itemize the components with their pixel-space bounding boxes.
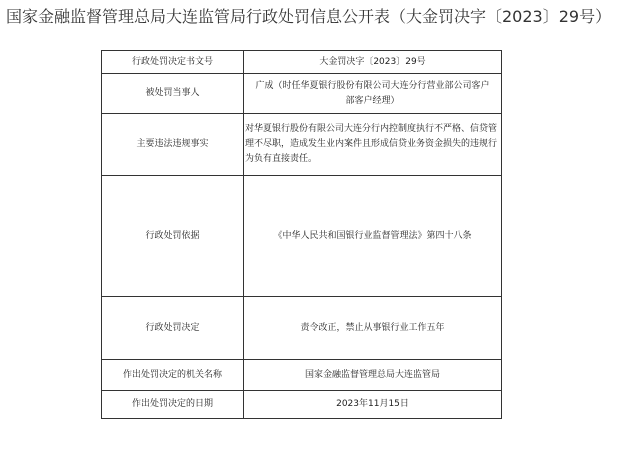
table-row [102,114,502,176]
row-value-legal-basis: 《中华人民共和国银行业监督管理法》第四十八条 [244,176,502,297]
row-label-decision: 行政处罚决定 [102,297,244,360]
penalty-info-table [101,50,502,419]
row-label-party: 被处罚当事人 [102,74,244,114]
table-row [102,391,502,419]
row-value-violation-facts: 对华夏银行股份有限公司大连分行内控制度执行不严格、信贷管理不尽职，造成发生业内案件且形成信贷业务资金损失的违规行为负有直接责任。 [244,114,502,176]
row-value-date: 2023年11月15日 [244,391,502,419]
row-label-legal-basis: 行政处罚依据 [102,176,244,297]
row-label-violation-facts: 主要违法违规事实 [102,114,244,176]
row-label-authority: 作出处罚决定的机关名称 [102,360,244,391]
table-row [102,74,502,114]
table-row [102,360,502,391]
page-title: 国家金融监督管理总局大连监管局行政处罚信息公开表（大金罚决字〔2023〕29号） [6,7,612,26]
row-label-date: 作出处罚决定的日期 [102,391,244,419]
row-label-decision-number: 行政处罚决定书文号 [102,51,244,74]
row-value-authority: 国家金融监督管理总局大连监管局 [244,360,502,391]
row-value-decision: 责令改正，禁止从事银行业工作五年 [244,297,502,360]
table-row [102,176,502,297]
table-row [102,51,502,74]
table-row [102,297,502,360]
row-value-party: 广成（时任华夏银行股份有限公司大连分行营业部公司客户部客户经理） [244,74,502,114]
row-value-decision-number: 大金罚决字〔2023〕29号 [244,51,502,74]
